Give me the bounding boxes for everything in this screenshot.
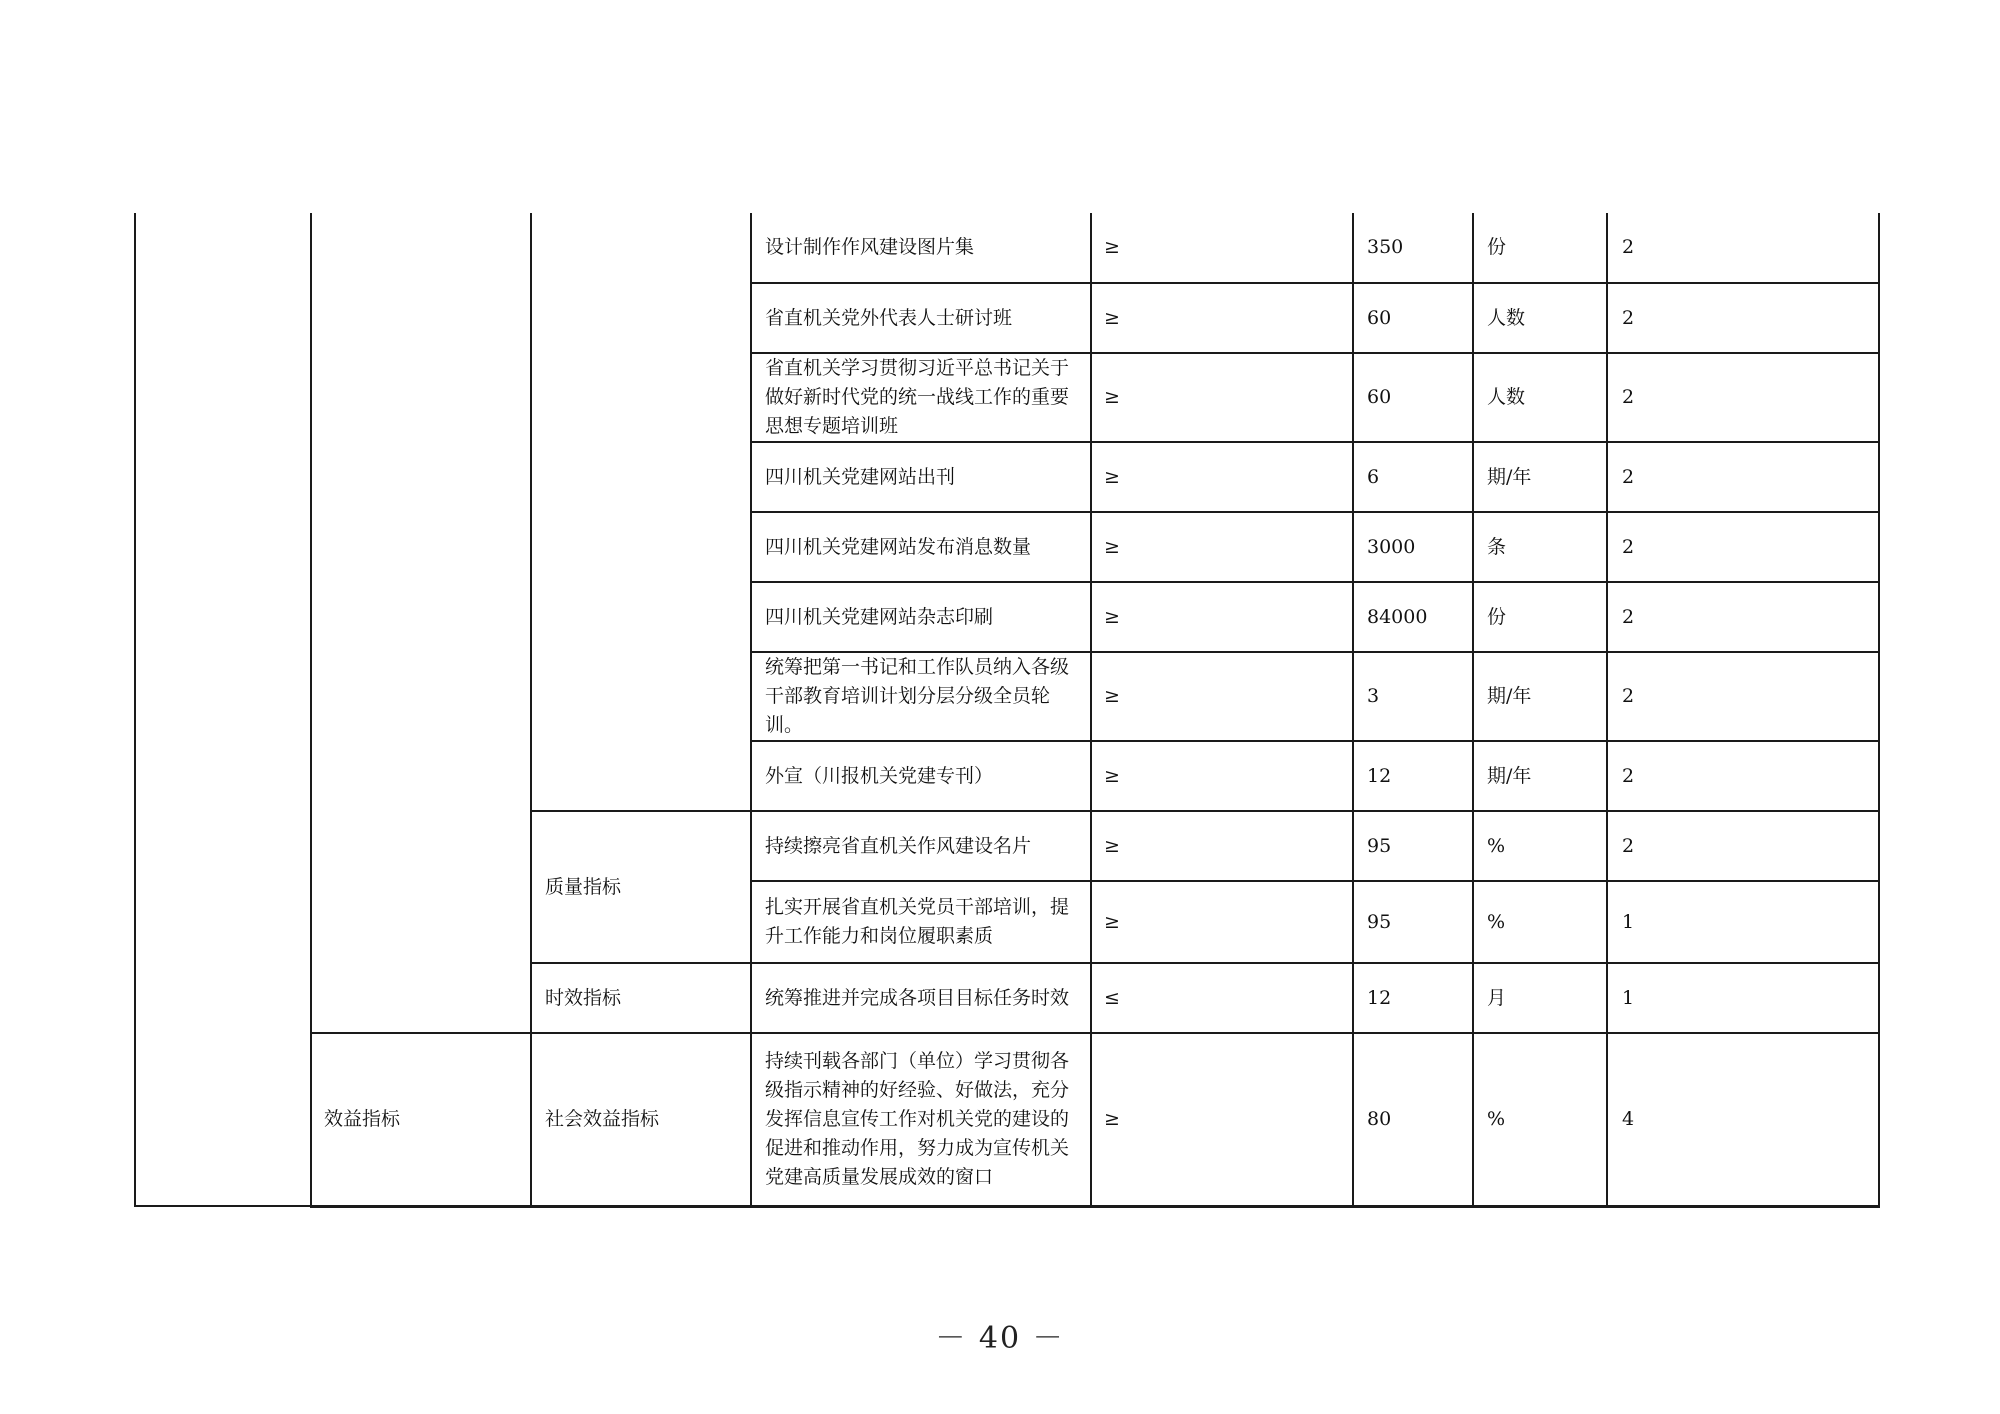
benefit-indicator-label: 效益指标 [311,1033,531,1206]
unit: 期/年 [1473,741,1607,811]
target-value: 6 [1353,442,1473,512]
quality-indicator-label: 质量指标 [531,811,751,963]
third-level-indicator-cell [531,213,751,811]
weight-score: 2 [1607,811,1879,881]
second-level-indicator-cell [311,213,531,1033]
comparison-operator: ≥ [1091,1033,1353,1206]
target-value: 3000 [1353,512,1473,582]
comparison-operator: ≥ [1091,353,1353,442]
weight-score: 2 [1607,582,1879,652]
social-benefit-indicator-label: 社会效益指标 [531,1033,751,1206]
indicator-description: 统筹推进并完成各项目目标任务时效 [751,963,1091,1033]
unit: % [1473,1033,1607,1206]
indicator-description: 设计制作作风建设图片集 [751,213,1091,283]
indicator-description: 持续刊载各部门（单位）学习贯彻各级指示精神的好经验、好做法，充分发挥信息宣传工作对机关党的建设的促进和推动作用，努力成为宣传机关党建高质量发展成效的窗口 [751,1033,1091,1206]
target-value: 95 [1353,881,1473,963]
indicator-description: 持续擦亮省直机关作风建设名片 [751,811,1091,881]
weight-score: 2 [1607,652,1879,741]
indicator-description: 省直机关学习贯彻习近平总书记关于做好新时代党的统一战线工作的重要思想专题培训班 [751,353,1091,442]
comparison-operator: ≥ [1091,741,1353,811]
weight-score: 2 [1607,283,1879,353]
indicator-description: 四川机关党建网站发布消息数量 [751,512,1091,582]
unit: 期/年 [1473,652,1607,741]
unit: 月 [1473,963,1607,1033]
weight-score: 2 [1607,353,1879,442]
indicator-description: 外宣（川报机关党建专刊） [751,741,1091,811]
target-value: 80 [1353,1033,1473,1206]
comparison-operator: ≥ [1091,652,1353,741]
weight-score: 4 [1607,1033,1879,1206]
performance-indicator-table [134,213,1880,1208]
indicator-description: 省直机关党外代表人士研讨班 [751,283,1091,353]
comparison-operator: ≥ [1091,442,1353,512]
target-value: 3 [1353,652,1473,741]
page-number: － 40 － [935,1321,1065,1356]
weight-score: 2 [1607,213,1879,283]
unit: % [1473,881,1607,963]
indicator-description: 统筹把第一书记和工作队员纳入各级干部教育培训计划分层分级全员轮训。 [751,652,1091,741]
indicator-description: 四川机关党建网站出刊 [751,442,1091,512]
weight-score: 2 [1607,442,1879,512]
weight-score: 1 [1607,963,1879,1033]
unit: 人数 [1473,283,1607,353]
target-value: 84000 [1353,582,1473,652]
comparison-operator: ≥ [1091,881,1353,963]
comparison-operator: ≥ [1091,512,1353,582]
target-value: 60 [1353,283,1473,353]
unit: % [1473,811,1607,881]
target-value: 95 [1353,811,1473,881]
weight-score: 1 [1607,881,1879,963]
comparison-operator: ≥ [1091,283,1353,353]
comparison-operator: ≥ [1091,213,1353,283]
indicator-description: 扎实开展省直机关党员干部培训，提升工作能力和岗位履职素质 [751,881,1091,963]
timeliness-indicator-label: 时效指标 [531,963,751,1033]
weight-score: 2 [1607,512,1879,582]
comparison-operator: ≥ [1091,811,1353,881]
unit: 人数 [1473,353,1607,442]
target-value: 12 [1353,741,1473,811]
target-value: 350 [1353,213,1473,283]
comparison-operator: ≤ [1091,963,1353,1033]
target-value: 60 [1353,353,1473,442]
unit: 份 [1473,213,1607,283]
indicator-description: 四川机关党建网站杂志印刷 [751,582,1091,652]
table-row [135,213,1879,283]
weight-score: 2 [1607,741,1879,811]
target-value: 12 [1353,963,1473,1033]
unit: 期/年 [1473,442,1607,512]
unit: 条 [1473,512,1607,582]
table-row [135,1033,1879,1206]
unit: 份 [1473,582,1607,652]
first-level-indicator-cell [135,213,311,1206]
comparison-operator: ≥ [1091,582,1353,652]
